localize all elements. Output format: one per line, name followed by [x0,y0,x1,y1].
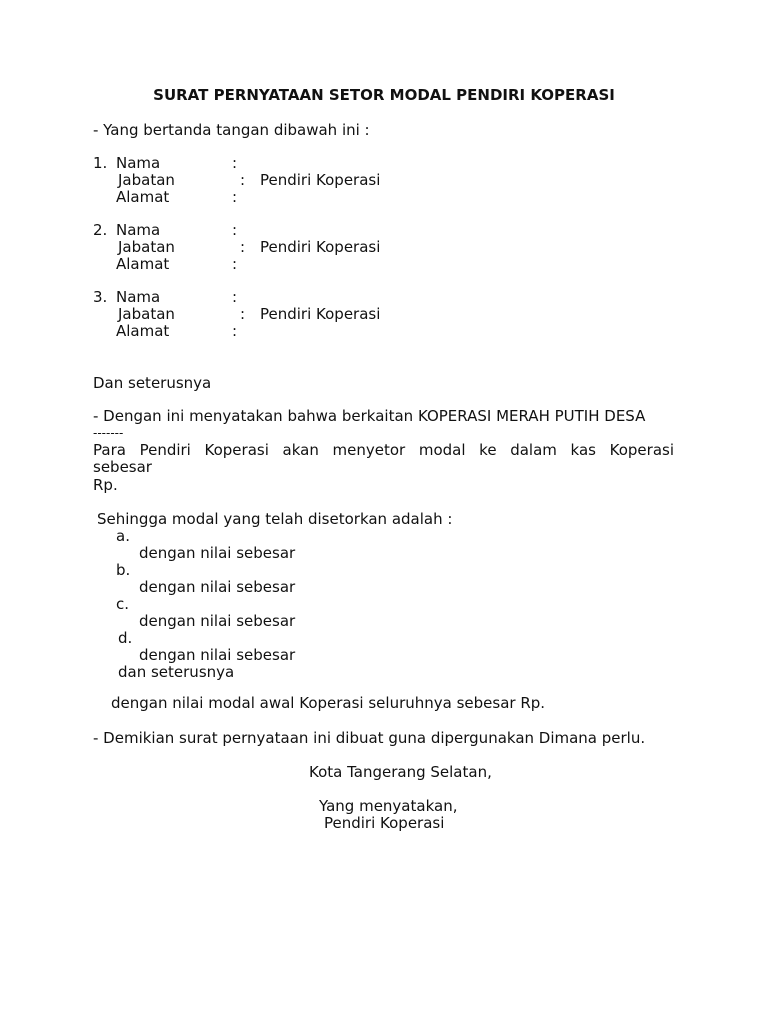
contribution-text: dengan nilai sebesar [139,646,296,664]
position-colon: : [240,238,246,256]
position-label: Jabatan [118,305,175,323]
closing-line: - Demikian surat pernyataan ini dibuat guna dipergunakan Dimana perlu. [93,729,646,747]
paragraph-line: Rp. [93,476,118,494]
position-label: Jabatan [118,238,175,256]
paragraph-line: Para Pendiri Koperasi akan menyetor modal ke dalam kas Koperasi [93,441,674,459]
address-label: Alamat [116,188,170,206]
contribution-letter: d. [118,629,133,647]
name-label: Nama [116,221,161,239]
statement-line: - Dengan ini menyatakan bahwa berkaitan KOPERASI MERAH PUTIH DESA [93,407,646,425]
signatory-number: 2. [93,221,108,239]
address-colon: : [232,322,238,340]
position-label: Jabatan [118,171,175,189]
address-label: Alamat [116,255,170,273]
total-line: dengan nilai modal awal Koperasi seluruhnya sebesar Rp. [111,694,546,712]
contribution-letter: a. [116,527,130,545]
contribution-text: dengan nilai sebesar [139,612,296,630]
position-colon: : [240,305,246,323]
contribution-letter: b. [116,561,131,579]
position-value: Pendiri Koperasi [260,238,381,256]
signatory-number: 1. [93,154,108,172]
contribution-text: dengan nilai sebesar [139,544,296,562]
address-label: Alamat [116,322,170,340]
place-line: Kota Tangerang Selatan, [309,763,492,781]
name-label: Nama [116,288,161,306]
summary-intro: Sehingga modal yang telah disetorkan adalah : [97,510,453,528]
intro-line: - Yang bertanda tangan dibawah ini : [93,121,370,139]
address-colon: : [232,255,238,273]
name-colon: : [232,221,238,239]
signatory-number: 3. [93,288,108,306]
position-value: Pendiri Koperasi [260,171,381,189]
address-colon: : [232,188,238,206]
document-title: SURAT PERNYATAAN SETOR MODAL PENDIRI KOPERASI [153,86,615,104]
paragraph-line: sebesar [93,458,152,476]
contribution-text: dengan nilai sebesar [139,578,296,596]
name-colon: : [232,288,238,306]
position-value: Pendiri Koperasi [260,305,381,323]
contributions-etc: dan seterusnya [118,663,235,681]
signoff-role: Pendiri Koperasi [324,814,445,832]
signoff-line: Yang menyatakan, [319,797,458,815]
name-colon: : [232,154,238,172]
statement-dashes: ------- [93,426,124,440]
position-colon: : [240,171,246,189]
etc-line: Dan seterusnya [93,374,212,392]
name-label: Nama [116,154,161,172]
contribution-letter: c. [116,595,130,613]
